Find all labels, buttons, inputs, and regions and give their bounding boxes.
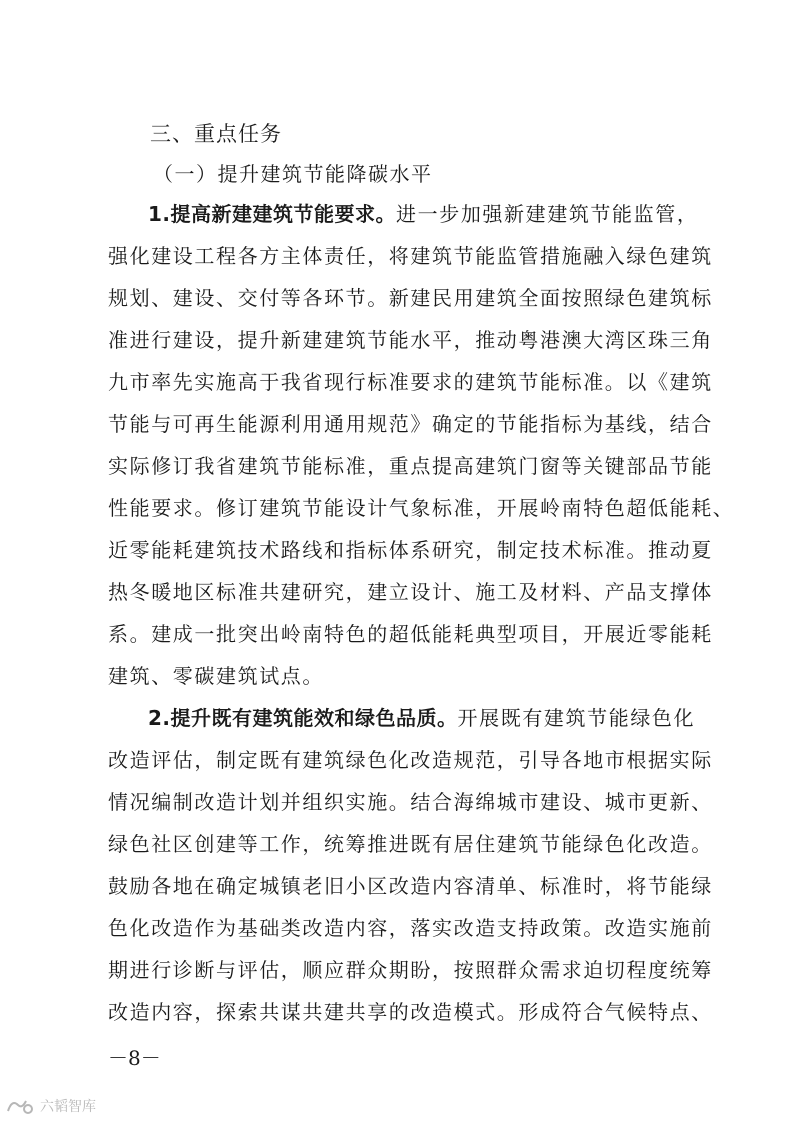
paragraph-line: 近零能耗建筑技术路线和指标体系研究，制定技术标准。推动夏 [108,538,713,562]
subsection-heading: （一）提升建筑节能降碳水平 [153,162,433,186]
section-heading: 三、重点任务 [150,122,282,146]
paragraph-lead: 1.提高新建建筑节能要求。 [148,202,397,226]
paragraph-line: 期进行诊断与评估，顺应群众期盼，按照群众需求迫切程度统筹 [108,958,713,982]
paragraph-line: 实际修订我省建筑节能标准，重点提高建筑门窗等关键部品节能 [108,454,713,478]
watermark-logo-icon [6,1097,34,1115]
paragraph-text: 开展既有建筑节能绿色化 [457,706,696,730]
paragraph-line: 绿色社区创建等工作，统筹推进既有居住建筑节能绿色化改造。 [108,832,713,856]
paragraph-line: 情况编制改造计划并组织实施。结合海绵城市建设、城市更新、 [108,790,713,814]
paragraph-line: 鼓励各地在确定城镇老旧小区改造内容清单、标准时，将节能绿 [108,874,713,898]
watermark-text: 六韬智库 [40,1099,96,1115]
paragraph-line: 热冬暖地区标准共建研究，建立设计、施工及材料、产品支撑体 [108,580,713,604]
paragraph-lead: 2.提升既有建筑能效和绿色品质。 [148,706,458,730]
paragraph-line: 强化建设工程各方主体责任，将建筑节能监管措施融入绿色建筑 [108,244,713,268]
paragraph-line: 九市率先实施高于我省现行标准要求的建筑节能标准。以《建筑 [108,370,713,394]
paragraph-line: 色化改造作为基础类改造内容，落实改造支持政策。改造实施前 [108,916,713,940]
page-number: －8－ [108,1046,161,1070]
paragraph-line: 改造评估，制定既有建筑绿色化改造规范，引导各地市根据实际 [108,748,713,772]
paragraph-line: 节能与可再生能源利用通用规范》确定的节能指标为基线，结合 [108,412,713,436]
paragraph-line: 准进行建设，提升新建建筑节能水平，推动粤港澳大湾区珠三角 [108,328,713,352]
paragraph-line: 性能要求。修订建筑节能设计气象标准，开展岭南特色超低能耗、 [108,496,735,520]
paragraph-line: 规划、建设、交付等各环节。新建民用建筑全面按照绿色建筑标 [108,286,713,310]
paragraph-line: 改造内容，探索共谋共建共享的改造模式。形成符合气候特点、 [108,1000,713,1024]
paragraph-line [148,704,698,732]
paragraph-line: 系。建成一批突出岭南特色的超低能耗典型项目，开展近零能耗 [108,622,713,646]
paragraph-line [148,200,698,228]
paragraph-line: 建筑、零碳建筑试点。 [108,664,324,688]
paragraph-text: 进一步加强新建建筑节能监管， [396,202,699,226]
watermark [6,1096,96,1116]
